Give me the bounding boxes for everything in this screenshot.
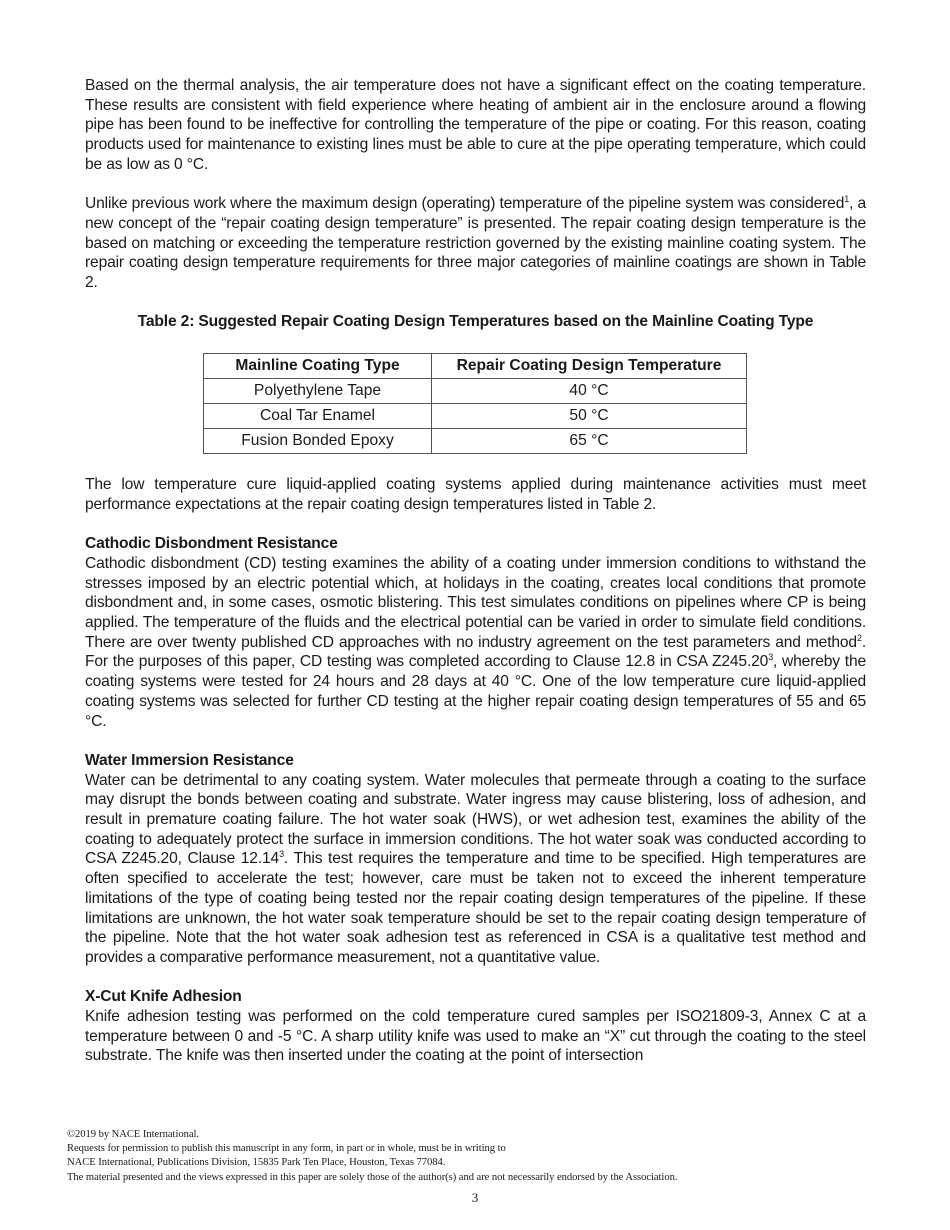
citation-ref: 3 <box>279 849 284 860</box>
paragraph-cathodic-disbondment <box>85 554 866 731</box>
repair-temperature-table <box>203 353 747 454</box>
paragraph-text: . For the purposes of this paper, CD testing was completed according to Clause 12.8 in CSA Z245.20 <box>85 633 866 671</box>
spacer <box>85 175 866 195</box>
paragraph-x-cut-knife-adhesion: Knife adhesion testing was performed on the cold temperature cured samples per ISO21809-3, Annex C at a temperature between 0 and -5 °C. A sharp utility knife was used to make an “X” cut through the coating to the steel substrate. The knife was then inserted under the coating at the point of intersection <box>85 1008 866 1065</box>
paragraph-text: , whereby the coating systems were tested for 24 hours and 28 days at 40 °C. One of the low temperature cure liquid-applied coating systems was selected for further CD testing at the higher repair coating design temperatures of 55 and 65 °C. <box>85 653 866 730</box>
table-cell-temperature: 40 °C <box>432 379 747 404</box>
paragraph-text: Cathodic disbondment (CD) testing examines the ability of a coating under immersion conditions to withstand the stresses imposed by an electric potential which, at holidays in the coating, creates local conditions that promote disbondment and, in some cases, osmotic blistering. This test simulates conditions on pipelines where CP is being applied. The temperature of the fluids and the electrical potential can be varied in order to simulate field conditions. There are over twenty published CD approaches with no industry agreement on the test parameters and method <box>85 554 866 651</box>
spacer <box>85 968 866 988</box>
footer-permission-notice: Requests for permission to publish this manuscript in any form, in part or in whole, must be in writing to <box>67 1143 506 1155</box>
table-cell-temperature: 50 °C <box>432 404 747 429</box>
citation-ref: 1 <box>844 194 850 205</box>
table-cell-coating-type: Polyethylene Tape <box>204 379 432 404</box>
table-caption: Table 2: Suggested Repair Coating Design Temperatures based on the Mainline Coating Type <box>137 313 814 331</box>
paragraph-performance-expectations: The low temperature cure liquid-applied coating systems applied during maintenance activities must meet performance expectations at the repair coating design temperatures listed in Table 2. <box>85 476 866 513</box>
paragraph-text: , a new concept of the “repair coating design temperature” is presented. The repair coating design temperature is the based on matching or exceeding the temperature restriction governed by the existing mainline coating system. The repair coating design temperature requirements for three major categories of mainline coatings are shown in Table 2. <box>85 195 866 292</box>
paragraph-text: Unlike previous work where the maximum design (operating) temperature of the pipeline system was considered <box>85 195 845 213</box>
citation-ref: 2 <box>856 632 862 643</box>
footer-copyright: ©2019 by NACE International. <box>67 1129 199 1140</box>
paragraph-text: Water can be detrimental to any coating system. Water molecules that permeate through a coating to the surface may disrupt the bonds between coating and substrate. Water ingress may cause blistering, loss of adhesion, and result in premature coating failure. The hot water soak (HWS), or wet adhesion test, examines the ability of the coating to adequately protect the surface in immersion conditions. The hot water soak was conducted according to CSA Z245.20, Clause 12.14 <box>85 771 866 868</box>
paragraph-water-immersion <box>85 771 866 968</box>
paragraph-repair-design-temperature <box>85 194 866 293</box>
column-header-design-temperature: Repair Coating Design Temperature <box>432 354 747 379</box>
table-cell-coating-type: Fusion Bonded Epoxy <box>204 429 432 454</box>
citation-ref: 3 <box>768 652 774 663</box>
section-heading-cathodic-disbondment: Cathodic Disbondment Resistance <box>85 535 338 553</box>
spacer <box>85 515 866 535</box>
section-heading-x-cut-knife-adhesion: X-Cut Knife Adhesion <box>85 988 242 1006</box>
table-cell-coating-type: Coal Tar Enamel <box>204 404 432 429</box>
table-header-row <box>204 354 747 379</box>
table-row <box>204 429 747 454</box>
spacer <box>85 731 866 751</box>
section-heading-water-immersion: Water Immersion Resistance <box>85 751 294 769</box>
spacer <box>85 293 866 313</box>
table-row <box>204 404 747 429</box>
paragraph-text: . This test requires the temperature and time to be specified. High temperatures are often specified to accelerate the test; however, care must be taken not to exceed the inherent temperature limitations of the type of coating being tested nor the repair coating design temperatures of the pipeline. If these limitations are unknown, the hot water soak temperature should be set to the repair coating design temperature of the pipeline. Note that the hot water soak adhesion test as referenced in CSA is a qualitative test method and provides a comparative performance measurement, not a quantitative value. <box>85 850 866 966</box>
spacer <box>85 454 866 475</box>
table-cell-temperature: 65 °C <box>432 429 747 454</box>
page-content <box>85 76 866 1066</box>
copyright-footer <box>67 1128 677 1185</box>
paragraph-thermal-analysis: Based on the thermal analysis, the air temperature does not have a significant effect on the coating temperature. These results are consistent with field experience where heating of ambient air in the enclosure around a flowing pipe has been found to be ineffective for controlling the temperature of the pipe or coating. For this reason, coating products used for maintenance to existing lines must be able to cure at the pipe operating temperature, which could be as low as 0 °C. <box>85 77 866 173</box>
footer-address: NACE International, Publications Division, 15835 Park Ten Place, Houston, Texas 77084. <box>67 1157 446 1169</box>
footer-disclaimer: The material presented and the views expressed in this paper are solely those of the author(s) and are not necessarily endorsed by the Association. <box>67 1171 678 1183</box>
page-number: 3 <box>471 1190 479 1205</box>
column-header-coating-type: Mainline Coating Type <box>204 354 432 379</box>
table-row <box>204 379 747 404</box>
